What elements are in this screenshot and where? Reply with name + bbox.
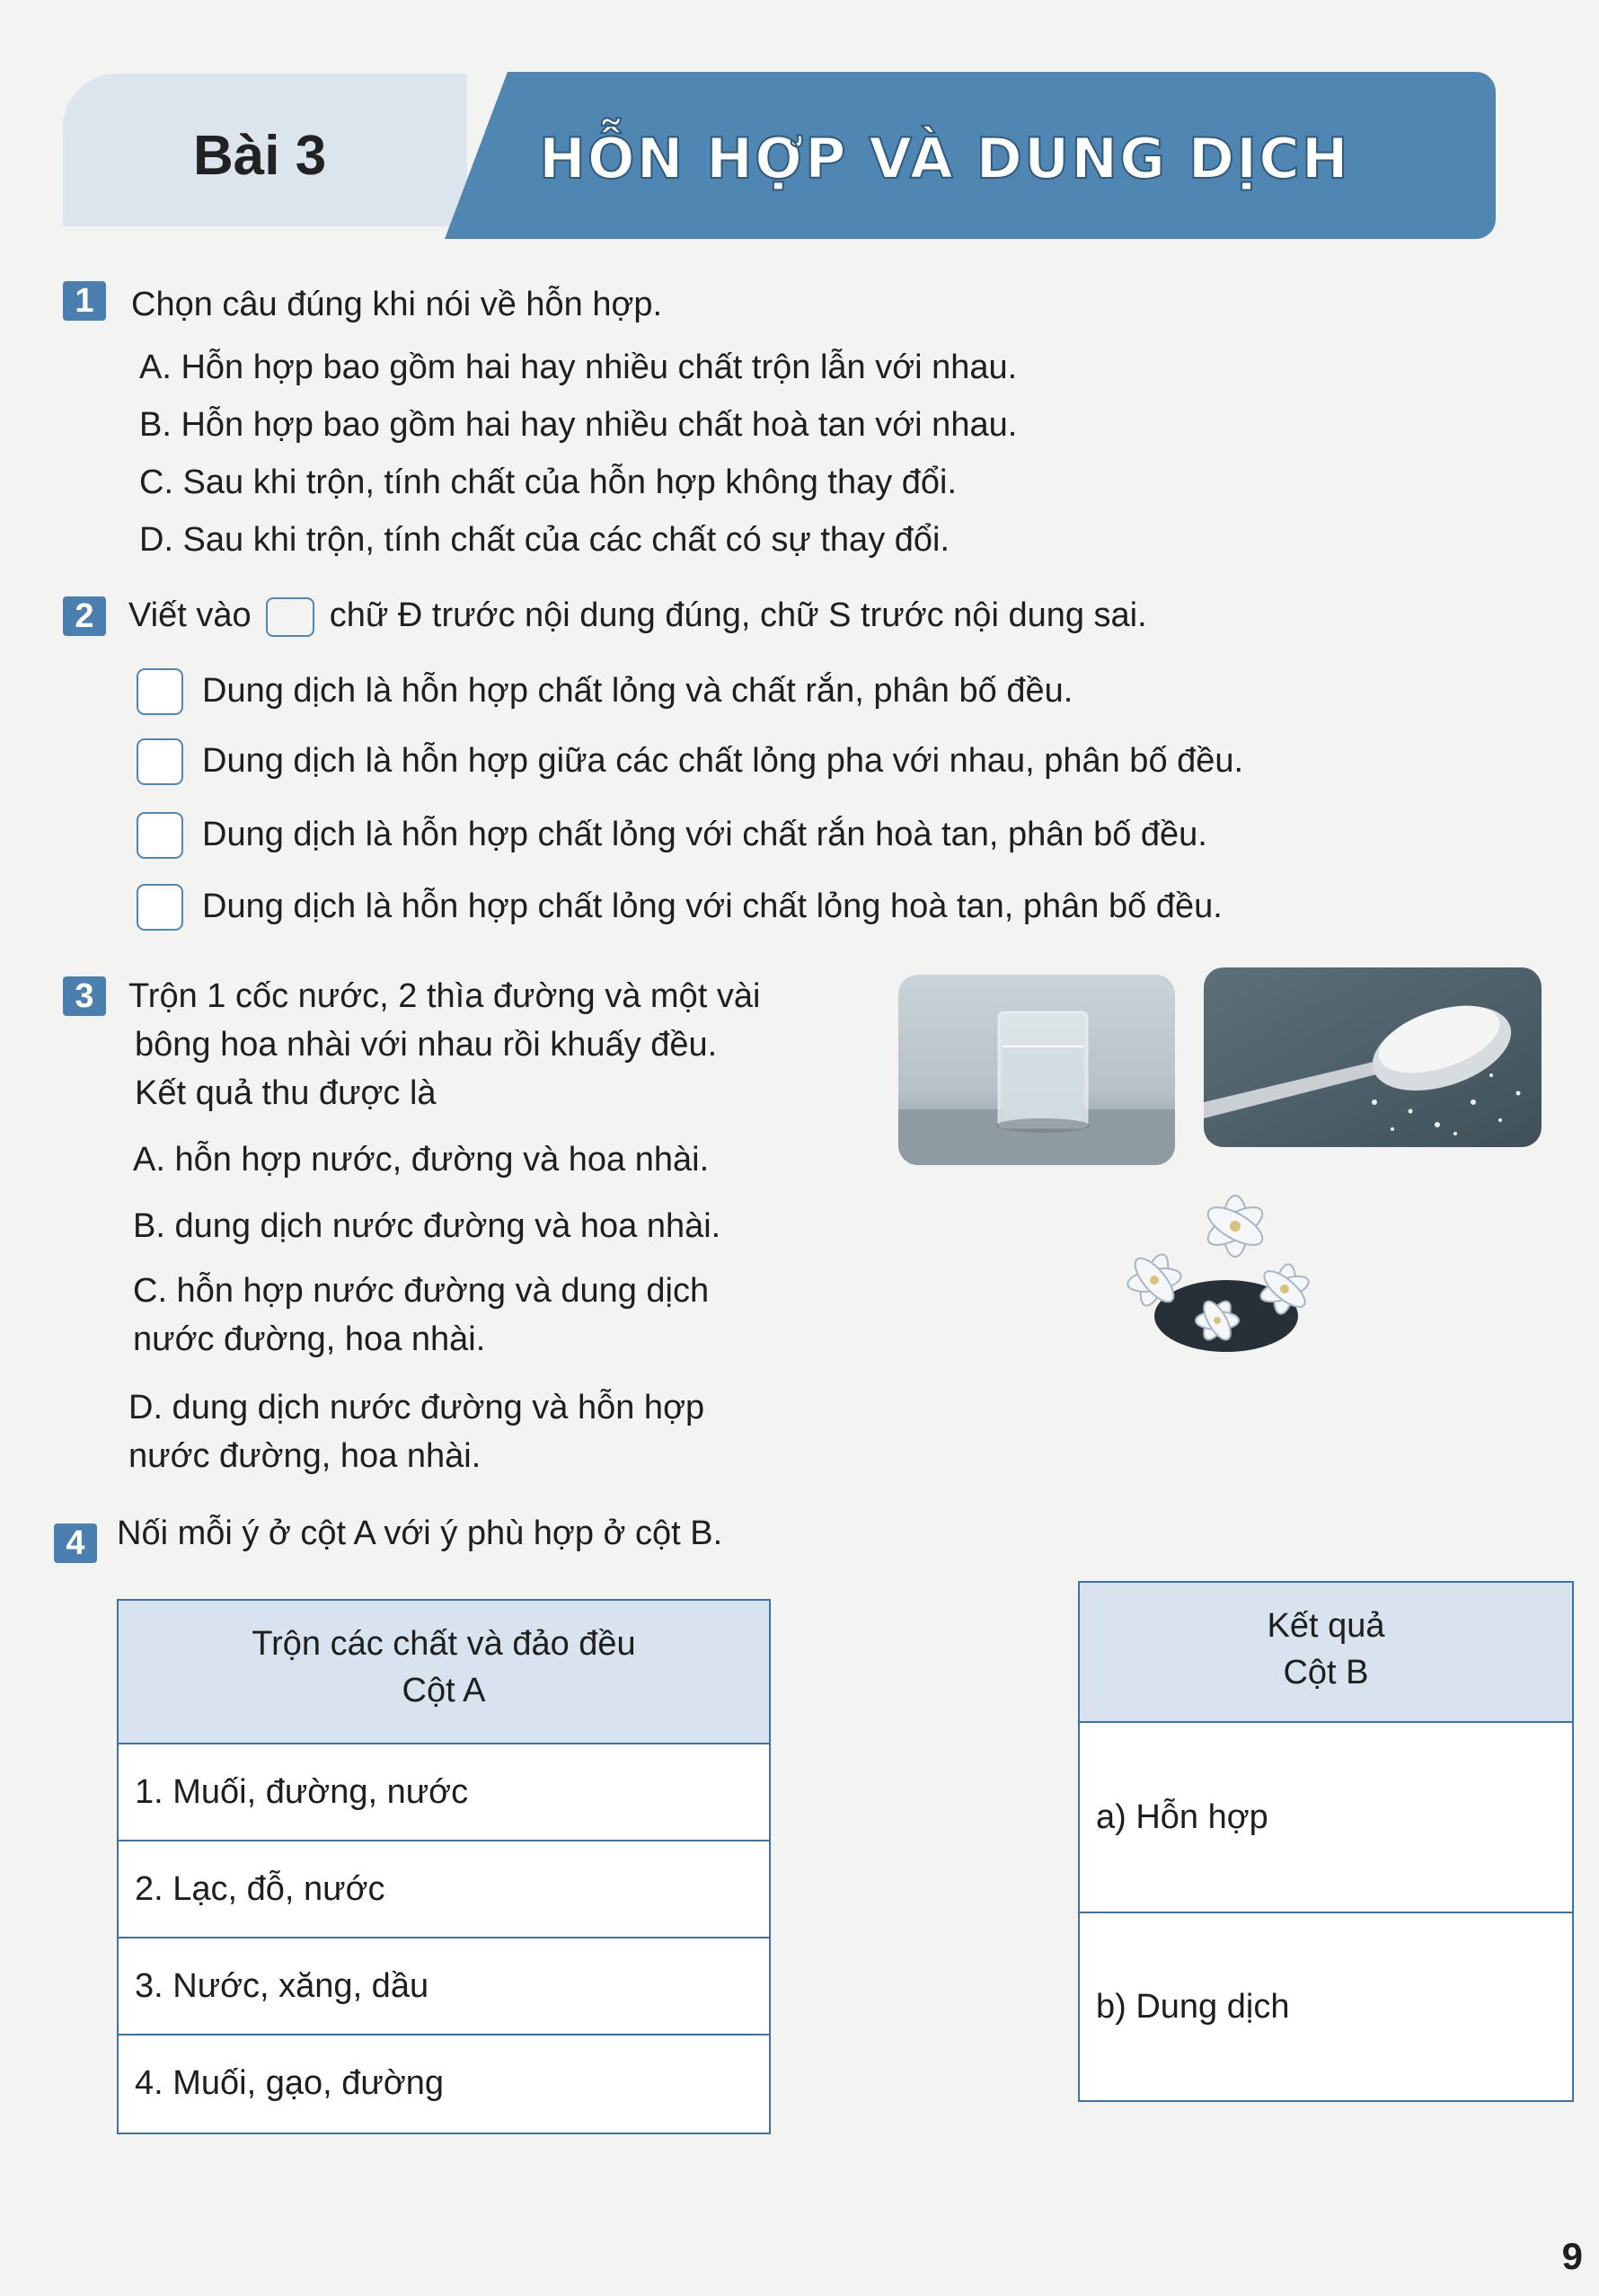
column-a-table — [117, 1599, 771, 2134]
option-d[interactable]: D. Sau khi trộn, tính chất của các chất có sự thay đổi. — [139, 521, 950, 559]
page-number: 9 — [1561, 2235, 1583, 2277]
option-b[interactable]: B. dung dịch nước đường và hoa nhài. — [133, 1207, 721, 1245]
question-number: 4 — [54, 1523, 97, 1563]
water-glass-image — [898, 975, 1175, 1165]
option-c-line-1: C. hỗn hợp nước đường và dung dịch — [133, 1272, 710, 1310]
lesson-number: Bài 3 — [193, 125, 327, 187]
jasmine-flowers-image — [1100, 1172, 1334, 1361]
question-number: 2 — [63, 596, 106, 636]
option-a[interactable]: A. hỗn hợp nước, đường và hoa nhài. — [133, 1141, 710, 1179]
question-number: 3 — [63, 976, 106, 1016]
prompt-line-2: bông hoa nhài với nhau rồi khuấy đều. — [135, 1026, 718, 1064]
question-prompt: Chọn câu đúng khi nói về hỗn hợp. — [131, 286, 663, 323]
example-box-icon — [266, 597, 314, 637]
option-d-line-1: D. dung dịch nước đường và hỗn hợp — [128, 1389, 705, 1426]
column-a-row-2[interactable]: 2. Lạc, đỗ, nước — [119, 1841, 769, 1938]
column-a-row-1[interactable]: 1. Muối, đường, nước — [119, 1744, 769, 1841]
column-a-row-3[interactable]: 3. Nước, xăng, dầu — [119, 1938, 769, 2035]
column-b-row-b[interactable]: b) Dung dịch — [1096, 1987, 1290, 2026]
answer-box-2[interactable] — [137, 738, 183, 785]
column-b-header-line-1: Kết quả — [1267, 1607, 1385, 1645]
column-b-row-a[interactable]: a) Hỗn hợp — [1080, 1723, 1572, 1913]
page-title: HỖN HỢP VÀ DUNG DỊCH — [539, 126, 1350, 191]
option-a[interactable]: A. Hỗn hợp bao gồm hai hay nhiều chất trộn lẫn với nhau. — [139, 349, 1018, 386]
question-number: 1 — [63, 281, 106, 321]
answer-box-1[interactable] — [137, 668, 183, 715]
column-b-table — [1078, 1581, 1574, 2102]
prompt-after: chữ Đ trước nội dung đúng, chữ S trước nội dung sai. — [329, 596, 1147, 634]
option-d-line-2: nước đường, hoa nhài. — [128, 1437, 481, 1475]
option-b[interactable]: B. Hỗn hợp bao gồm hai hay nhiều chất hoà tan với nhau. — [139, 406, 1018, 444]
statement-4: Dung dịch là hỗn hợp chất lỏng với chất lỏng hoà tan, phân bố đều. — [202, 887, 1223, 925]
sugar-spoon-image — [1204, 967, 1542, 1147]
statement-1: Dung dịch là hỗn hợp chất lỏng và chất rắn, phân bố đều. — [202, 672, 1073, 710]
statement-3: Dung dịch là hỗn hợp chất lỏng với chất rắn hoà tan, phân bố đều. — [202, 816, 1207, 853]
answer-box-3[interactable] — [137, 812, 183, 859]
statement-2: Dung dịch là hỗn hợp giữa các chất lỏng pha với nhau, phân bố đều. — [202, 742, 1244, 780]
option-c-line-2: nước đường, hoa nhài. — [133, 1320, 486, 1358]
column-a-row-4[interactable]: 4. Muối, gạo, đường — [135, 2063, 445, 2102]
column-b-header-line-2: Cột B — [1283, 1654, 1369, 1691]
column-a-header-line-1: Trộn các chất và đảo đều — [252, 1625, 636, 1663]
prompt-line-3: Kết quả thu được là — [135, 1074, 437, 1112]
question-prompt: Nối mỗi ý ở cột A với ý phù hợp ở cột B. — [117, 1514, 723, 1552]
question-prompt — [128, 596, 1147, 637]
answer-box-4[interactable] — [137, 884, 183, 931]
column-a-header-line-2: Cột A — [402, 1672, 486, 1709]
column-a-header — [119, 1601, 769, 1744]
prompt-before: Viết vào — [128, 596, 252, 634]
option-c[interactable]: C. Sau khi trộn, tính chất của hỗn hợp không thay đổi. — [139, 464, 958, 501]
column-b-header — [1080, 1583, 1572, 1723]
prompt-line-1: Trộn 1 cốc nước, 2 thìa đường và một vài — [128, 977, 761, 1015]
